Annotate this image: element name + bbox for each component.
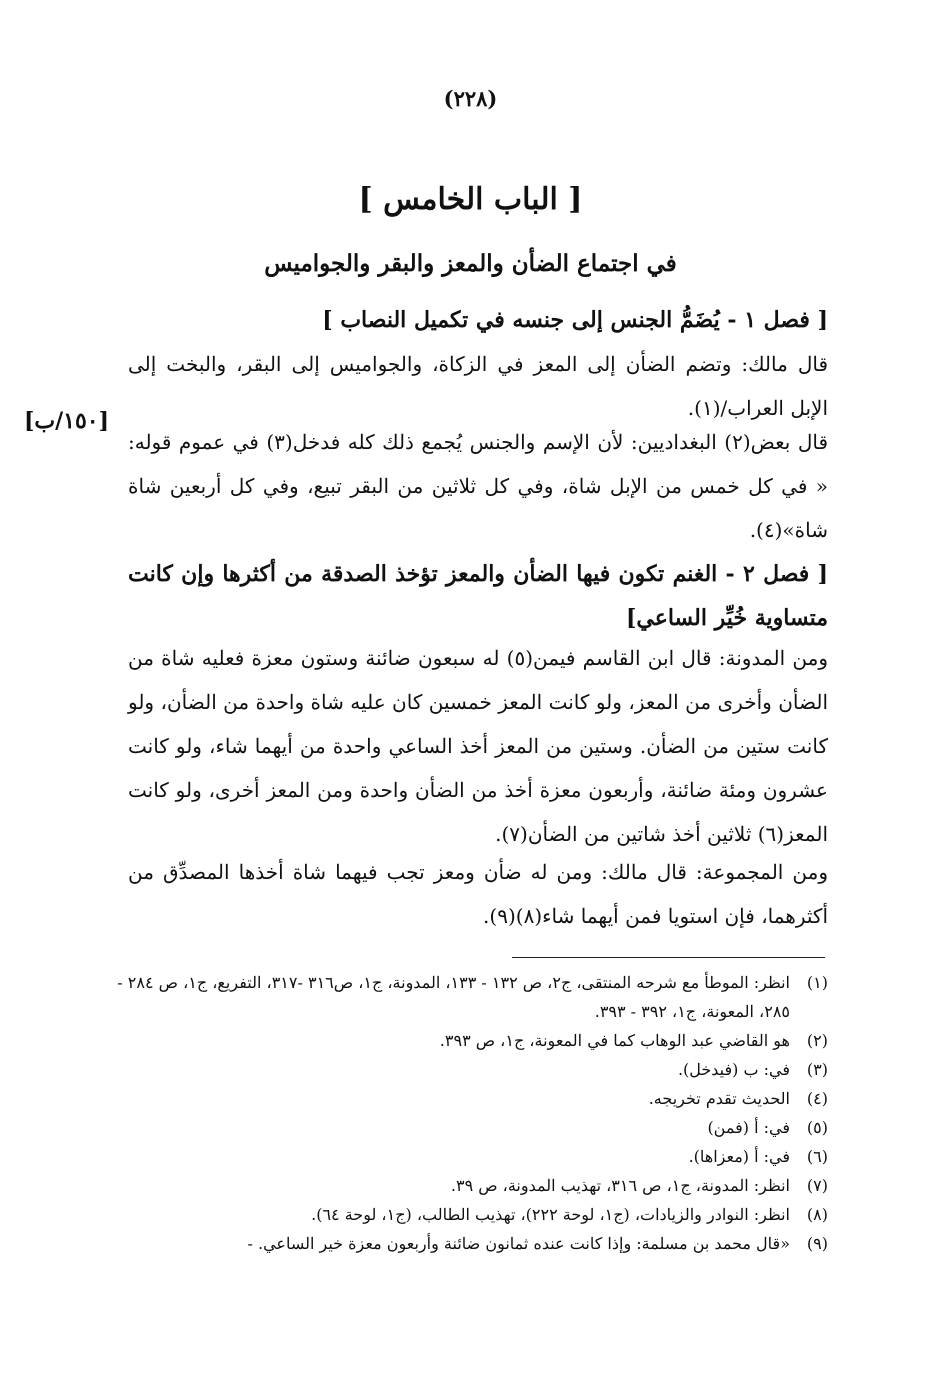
chapter-subtitle: في اجتماع الضأن والمعز والبقر والجواميس [264,250,677,277]
section-1-heading: [ فصل ١ - يُضَمُّ الجنس إلى جنسه في تكميل النصاب ] [322,307,828,333]
footnote-text: في: أ (معزاها). [688,1147,790,1166]
section-2-heading: [ فصل ٢ - الغنم تكون فيها الضأن والمعز تؤخذ الصدقة من أكثرها وإن كانت متساوية خُيِّر الساعي] [128,561,829,631]
footnote-text: انظر: الموطأ مع شرحه المنتقى، ج٢، ص ١٣٢ - ١٣٣، المدونة، ج١، ص٣١٦ -٣١٧، التفريع، ج١، ص ٢٨٤ - ٢٨٥، المعونة، ج١، ٣٩٢ - ٣٩٣. [117,973,790,1021]
section-1-paragraph-2: قال بعض(٢) البغداديين: لأن الإسم والجنس يُجمع ذلك كله فدخل(٣) في عموم قوله: « في كل خمس من الإبل شاة، وفي كل ثلاثين من البقر تبيع، وفي كل أربعين شاة شاة»(٤). [128,430,828,542]
footnote-item [112,1113,828,1142]
footnote-text: في: أ (فمن) [707,1118,790,1137]
section-2-paragraph-1: ومن المدونة: قال ابن القاسم فيمن(٥) له سبعون ضائنة وستون معزة فعليه شاة من الضأن وأخرى من المعز، ولو كانت المعز خمسين كان عليه شاة واحدة من الضأن، ولو كانت ستين من الضأن. وستين من المعز أخذ الساعي واحدة من أيهما شاء، ولو كانت عشرون ومئة ضائنة، وأربعون معزة أخذ من الضأن واحدة ومن المعز أخرى، ولو كانت المعز(٦) ثلاثين أخذ شاتين من الضأن(٧). [128,646,828,846]
footnote-number: (٢) [806,1031,828,1050]
footnote-number: (٣) [806,1060,828,1079]
page-number: (٢٢٨) [443,86,498,111]
footnote-number: (٨) [806,1205,828,1224]
footnote-number: (٥) [806,1118,828,1137]
footnote-text: «قال محمد بن مسلمة: وإذا كانت عنده ثمانون ضائنة وأربعون معزة خير الساعي. - [247,1234,790,1253]
footnote-text: في: ب (فيدخل). [677,1060,790,1079]
section-1-paragraph-1: قال مالك: وتضم الضأن إلى المعز في الزكاة، والجواميس إلى البقر، والبخت إلى الإبل العراب/(١). [128,352,828,420]
chapter-title: [ الباب الخامس ] [358,182,583,217]
footnote-item [112,1142,828,1171]
footnote-number: (٦) [806,1147,828,1166]
footnote-text: انظر: المدونة، ج١، ص ٣١٦، تهذيب المدونة، ص ٣٩. [450,1176,790,1195]
footnote-text: الحديث تقدم تخريجه. [648,1089,790,1108]
footnote-number: (٤) [806,1089,828,1108]
footnote-number: (٩) [806,1234,828,1253]
footnote-item [112,1055,828,1084]
footnote-item [112,1229,828,1258]
footnote-item [112,1026,828,1055]
footnote-separator [512,957,825,958]
footnote-item [112,968,828,1026]
footnote-number: (١) [806,973,828,992]
section-2-paragraph-2: ومن المجموعة: قال مالك: ومن له ضأن ومعز تجب فيهما شاة أخذها المصدِّق من أكثرهما، فإن استويا فمن أيهما شاء(٨)(٩). [128,860,828,928]
footnote-text: انظر: النوادر والزيادات، (ج١، لوحة ٢٢٢)، تهذيب الطالب، (ج١، لوحة ٦٤). [311,1205,790,1224]
footnote-item [112,1171,828,1200]
footnotes [112,968,828,1258]
footnote-number: (٧) [806,1176,828,1195]
footnote-text: هو القاضي عبد الوهاب كما في المعونة، ج١، ص ٣٩٣. [439,1031,790,1050]
footnote-item [112,1084,828,1113]
footnote-item [112,1200,828,1229]
margin-folio-note: [١٥٠/ب] [24,408,110,434]
